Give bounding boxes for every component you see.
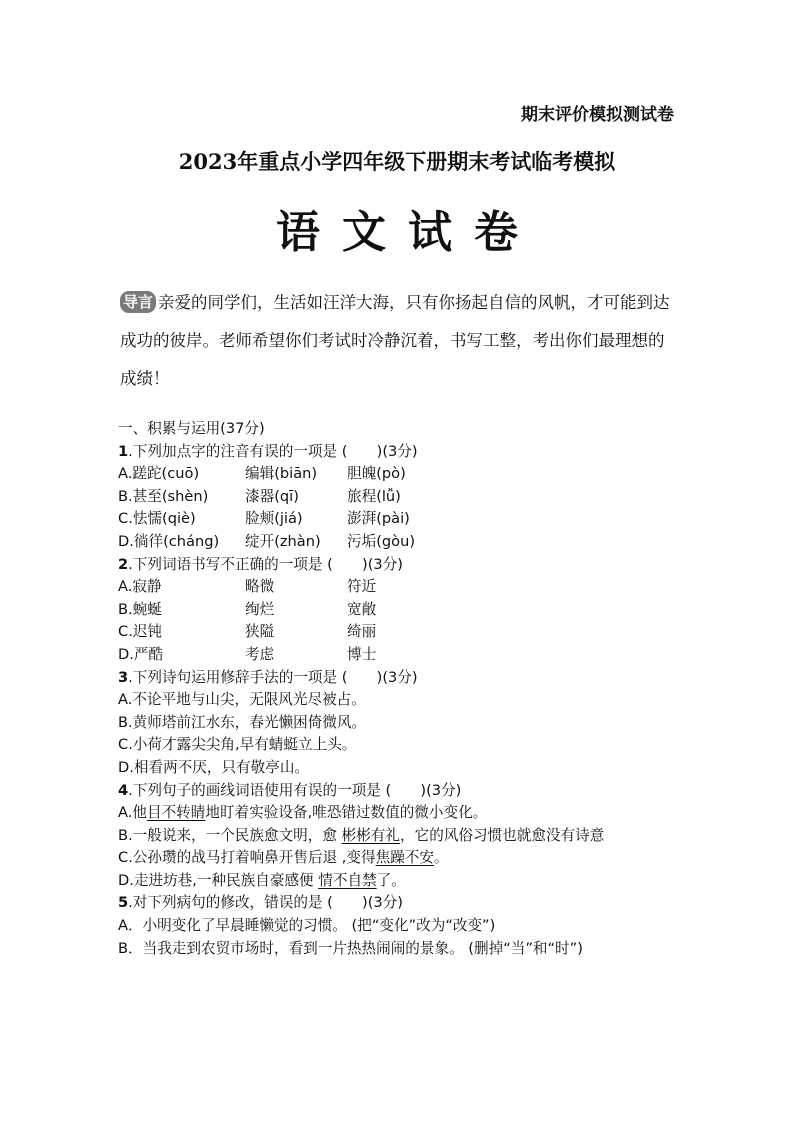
option-text: 。 — [434, 849, 449, 867]
question-text: .对下列病句的修改，错误的是 ( )(3分) — [128, 894, 403, 912]
question-text: .下列词语书写不正确的一项是 ( )(3分) — [128, 555, 403, 573]
word: 旅程(lǚ) — [347, 487, 401, 505]
q2-option-d — [118, 644, 688, 667]
q1-option-c — [118, 508, 688, 531]
word: B.蜿蜒 — [118, 600, 162, 618]
question-text: .下列句子的画线词语使用有误的一项是 ( )(3分) — [128, 781, 462, 799]
word: A.蹉跎(cuō) — [118, 465, 200, 483]
word: 略微 — [245, 578, 275, 596]
question-number: 4 — [118, 781, 129, 799]
intro-text: 亲爱的同学们，生活如汪洋大海，只有你扬起自信的风帆，才可能到达成功的彼岸。老师希望你们考试时冷静沉着，书写工整，考出你们最理想的成绩！ — [120, 293, 670, 388]
option-text: D.走进坊巷,一种民族自豪感便 — [118, 871, 319, 889]
q4-option-a — [118, 802, 688, 825]
section-heading: 一、积累与运用(37分) — [118, 420, 265, 437]
question-5-stem — [118, 892, 688, 915]
exam-subtitle: 2023年重点小学四年级下册期末考试临考模拟 — [178, 149, 616, 174]
word: 污垢(gòu) — [347, 532, 416, 550]
question-4-stem — [118, 780, 688, 803]
question-3-stem — [118, 667, 688, 690]
question-number: 2 — [118, 555, 129, 573]
word: 绮丽 — [347, 623, 377, 641]
word: 漆器(qī) — [245, 487, 299, 505]
word: B.甚至(shèn) — [118, 487, 209, 505]
underlined-phrase: 目不转睛 — [146, 804, 206, 822]
word: 绽开(zhàn) — [245, 532, 321, 550]
word: 博士 — [347, 645, 377, 663]
exam-title: 语文试卷 — [276, 207, 540, 258]
q4-option-b — [118, 825, 688, 848]
underlined-phrase: 彬彬有礼 — [341, 826, 400, 844]
q3-option-c: C.小荷才露尖尖角,早有蜻蜓立上头。 — [118, 736, 357, 754]
q5-option-b: B．当我走到农贸市场时，看到一片热热闹闹的景象。 (删掉“当”和“时”) — [118, 939, 583, 957]
word: 狭隘 — [245, 623, 275, 641]
word: C.迟钝 — [118, 623, 163, 641]
question-number: 3 — [118, 668, 129, 686]
q2-option-a — [118, 576, 688, 599]
questions — [118, 418, 688, 960]
word: 符近 — [347, 578, 377, 596]
word: 绚烂 — [245, 600, 275, 618]
option-text: A.他 — [118, 804, 147, 822]
question-2-stem — [118, 554, 688, 577]
underlined-phrase: 情不自禁 — [318, 871, 377, 889]
intro-paragraph — [120, 284, 680, 398]
word: 考虑 — [245, 645, 275, 663]
q3-option-d: D.相看两不厌，只有敬亭山。 — [118, 758, 310, 776]
word: C.怯懦(qiè) — [118, 510, 196, 528]
word: 胆魄(pò) — [347, 465, 406, 483]
word: 编辑(biān) — [245, 465, 318, 483]
word: A.寂静 — [118, 578, 162, 596]
option-text: 地盯着实验设备,唯恐错过数值的微小变化。 — [205, 804, 488, 822]
q1-option-d — [118, 531, 688, 554]
option-text: C.公孙瓒的战马打着响鼻开售后退 ,变得 — [118, 849, 376, 867]
question-number: 5 — [118, 894, 129, 912]
q3-option-b: B.黄师塔前江水东，春光懒困倚微风。 — [118, 713, 367, 731]
question-text: .下列诗句运用修辞手法的一项是 ( )(3分) — [128, 668, 418, 686]
q4-option-d — [118, 870, 688, 893]
word: D.严酷 — [118, 645, 164, 663]
question-1-stem — [118, 441, 688, 464]
option-text: B.一般说来，一个民族愈文明，愈 — [118, 826, 342, 844]
q1-option-b — [118, 486, 688, 509]
q1-option-a — [118, 463, 688, 486]
underlined-phrase: 焦躁不安 — [375, 849, 434, 867]
q2-option-c — [118, 621, 688, 644]
word: 宽敞 — [347, 600, 377, 618]
intro-badge: 导言 — [120, 291, 156, 313]
question-text: .下列加点字的注音有误的一项是 ( )(3分) — [128, 442, 418, 460]
q4-option-c — [118, 847, 688, 870]
q2-option-b — [118, 599, 688, 622]
word: D.徜徉(cháng) — [118, 532, 220, 550]
question-number: 1 — [118, 442, 129, 460]
word: 澎湃(pài) — [347, 510, 410, 528]
option-text: ，它的风俗习惯也就愈没有诗意 — [400, 826, 605, 844]
q3-option-a: A.不论平地与山尖，无限风光尽被占。 — [118, 691, 366, 709]
word: 脸颊(jiá) — [245, 510, 303, 528]
q5-option-a: A．小明变化了早晨睡懒觉的习惯。 (把“变化”改为“改变”) — [118, 917, 496, 935]
header-tag: 期末评价模拟测试卷 — [521, 105, 674, 125]
option-text: 了。 — [376, 871, 406, 889]
